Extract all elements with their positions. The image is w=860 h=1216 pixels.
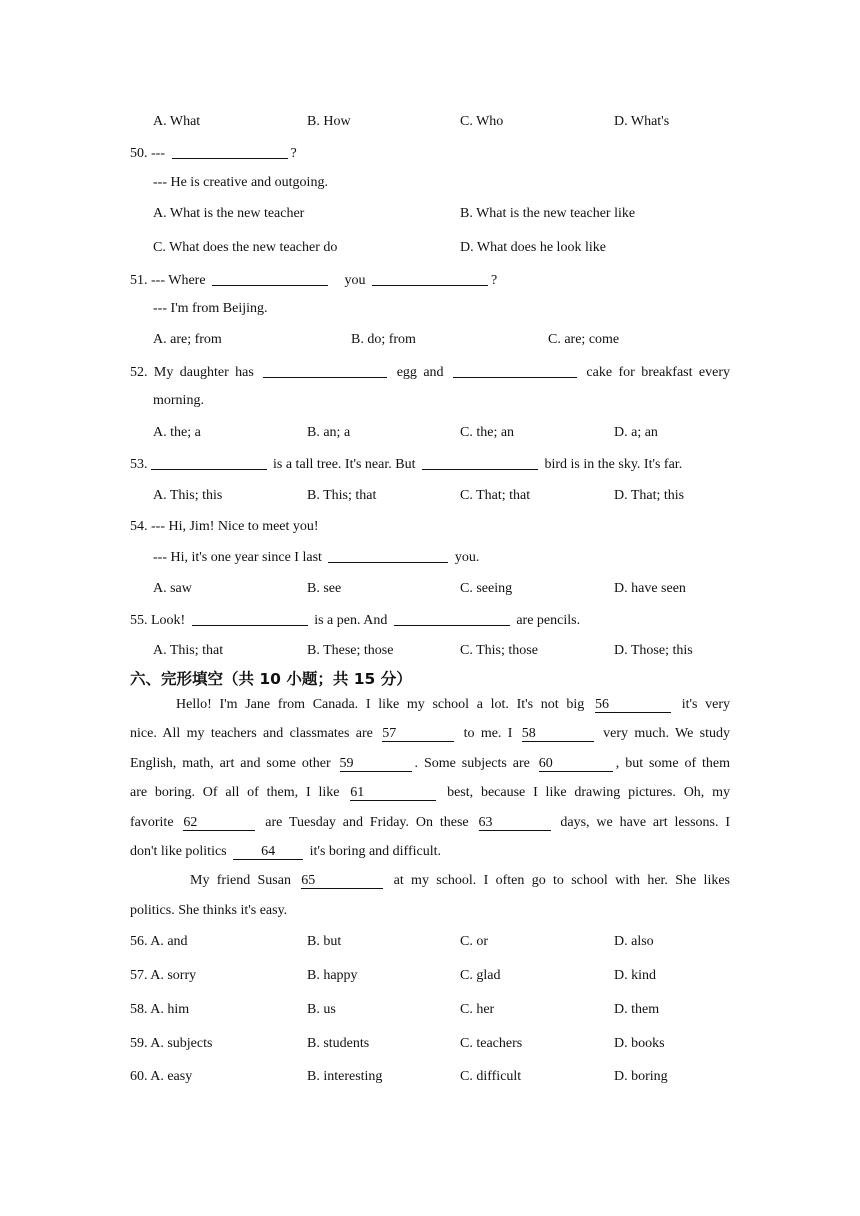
option-b: B. These; those [307, 643, 394, 658]
option-b: B. What is the new teacher like [460, 206, 636, 221]
passage-line [130, 755, 730, 773]
option-b: B. This; that [307, 488, 377, 503]
passage-line [130, 696, 730, 714]
q52-question [130, 363, 730, 382]
answer-blank [172, 144, 288, 159]
option-a: 58. A. him [130, 1002, 190, 1017]
blank-62: 62 [183, 815, 255, 831]
passage-line [130, 784, 730, 802]
option-d: D. That; this [614, 488, 685, 503]
option-c: C. Who [460, 114, 504, 129]
option-b: B. How [307, 114, 351, 129]
option-d: D. What's [614, 114, 670, 129]
q50-number: 50. --- [130, 146, 165, 161]
option-a: A. the; a [153, 425, 201, 440]
passage-text: . Some subjects are [414, 756, 530, 771]
option-b: B. interesting [307, 1069, 383, 1084]
q54-answer [153, 548, 753, 567]
option-d: D. a; an [614, 425, 658, 440]
passage-text: , but some of them [615, 756, 731, 771]
blank-58: 58 [522, 726, 594, 742]
option-b: B. see [307, 581, 342, 596]
blank-57: 57 [382, 726, 454, 742]
q52-end: cake for breakfast every [586, 365, 731, 380]
q54-question: 54. --- Hi, Jim! Nice to meet you! [130, 519, 319, 534]
option-c: C. are; come [548, 332, 620, 347]
option-c: C. or [460, 934, 488, 949]
option-d: D. have seen [614, 581, 686, 596]
answer-blank [372, 271, 488, 286]
passage-text: best, because I like drawing pictures. Oh, my [447, 785, 731, 800]
q54-line2-start: --- Hi, it's one year since I last [153, 550, 322, 565]
blank-59: 59 [340, 756, 412, 772]
q55-end: are pencils. [516, 613, 581, 628]
passage-line [130, 843, 730, 861]
option-c: C. teachers [460, 1036, 523, 1051]
option-a: 56. A. and [130, 934, 188, 949]
q50-answer: --- He is creative and outgoing. [153, 175, 328, 190]
option-c: C. glad [460, 968, 501, 983]
option-b: B. an; a [307, 425, 351, 440]
passage-line [130, 872, 730, 890]
answer-blank [328, 548, 448, 563]
option-d: D. them [614, 1002, 660, 1017]
passage-text: very much. We study [603, 726, 731, 741]
question-mark: ? [290, 146, 297, 161]
passage-text: nice. All my teachers and classmates are [130, 726, 373, 741]
answer-blank [212, 271, 328, 286]
passage-line [130, 725, 730, 743]
option-c: C. seeing [460, 581, 513, 596]
q54-line2-end: you. [454, 550, 480, 565]
answer-blank [422, 455, 538, 470]
passage-text: at my school. I often go to school with her. She likes [393, 873, 731, 888]
option-c: C. the; an [460, 425, 515, 440]
answer-blank [453, 363, 577, 378]
option-c: C. difficult [460, 1069, 522, 1084]
option-a: 60. A. easy [130, 1069, 193, 1084]
passage-text: it's boring and difficult. [309, 844, 441, 859]
passage-text: don't like politics [130, 844, 227, 859]
q55-mid: is a pen. And [314, 613, 388, 628]
passage-text: Hello! I'm Jane from Canada. I like my school a lot. It's not big [176, 697, 585, 712]
section-title: 六、完形填空（共 10 小题；共 15 分） [130, 670, 412, 688]
option-d: D. What does he look like [460, 240, 606, 255]
option-a: A. are; from [153, 332, 222, 347]
option-d: D. also [614, 934, 654, 949]
option-b: B. but [307, 934, 342, 949]
passage-line: politics. She thinks it's easy. [130, 903, 288, 918]
blank-61: 61 [350, 785, 436, 801]
option-b: B. students [307, 1036, 370, 1051]
q55-start: 55. Look! [130, 613, 186, 628]
blank-56: 56 [595, 697, 671, 713]
answer-blank [151, 455, 267, 470]
option-c: C. What does the new teacher do [153, 240, 338, 255]
q53-end: bird is in the sky. It's far. [544, 457, 683, 472]
option-d: D. boring [614, 1069, 668, 1084]
q53-number: 53. [130, 457, 148, 472]
passage-text: My friend Susan [190, 873, 291, 888]
option-b: B. us [307, 1002, 336, 1017]
option-b: B. happy [307, 968, 358, 983]
q51-question [130, 271, 730, 290]
option-c: C. That; that [460, 488, 531, 503]
q53-mid: is a tall tree. It's near. But [273, 457, 416, 472]
q52-continuation: morning. [153, 393, 204, 408]
option-c: C. her [460, 1002, 495, 1017]
q51-answer: --- I'm from Beijing. [153, 301, 268, 316]
answer-blank [192, 611, 308, 626]
option-a: 57. A. sorry [130, 968, 197, 983]
q52-start: 52. My daughter has [130, 365, 254, 380]
passage-text: favorite [130, 815, 174, 830]
option-a: A. saw [153, 581, 192, 596]
option-a: A. What is the new teacher [153, 206, 305, 221]
blank-65: 65 [301, 873, 383, 889]
option-a: A. This; this [153, 488, 223, 503]
passage-text: to me. I [463, 726, 513, 741]
option-c: C. This; those [460, 643, 538, 658]
passage-text: it's very [681, 697, 731, 712]
q52-mid: egg and [396, 365, 444, 380]
option-a: A. This; that [153, 643, 224, 658]
option-b: B. do; from [351, 332, 416, 347]
option-d: D. Those; this [614, 643, 693, 658]
passage-text: English, math, art and some other [130, 756, 331, 771]
answer-blank [394, 611, 510, 626]
answer-blank [263, 363, 387, 378]
q53-question [130, 455, 730, 474]
option-d: D. kind [614, 968, 656, 983]
passage-line [130, 814, 730, 832]
q50-question [130, 144, 730, 163]
blank-64: 64 [233, 844, 303, 860]
q51-mid: you [344, 273, 366, 288]
passage-text: days, we have art lessons. I [560, 815, 731, 830]
passage-text: are boring. Of all of them, I like [130, 785, 340, 800]
blank-60: 60 [539, 756, 613, 772]
blank-63: 63 [479, 815, 551, 831]
option-d: D. books [614, 1036, 665, 1051]
question-mark: ? [491, 273, 498, 288]
option-a: 59. A. subjects [130, 1036, 213, 1051]
passage-text: are Tuesday and Friday. On these [265, 815, 469, 830]
q51-number: 51. --- Where [130, 273, 206, 288]
option-a: A. What [153, 114, 201, 129]
q55-question [130, 611, 730, 630]
